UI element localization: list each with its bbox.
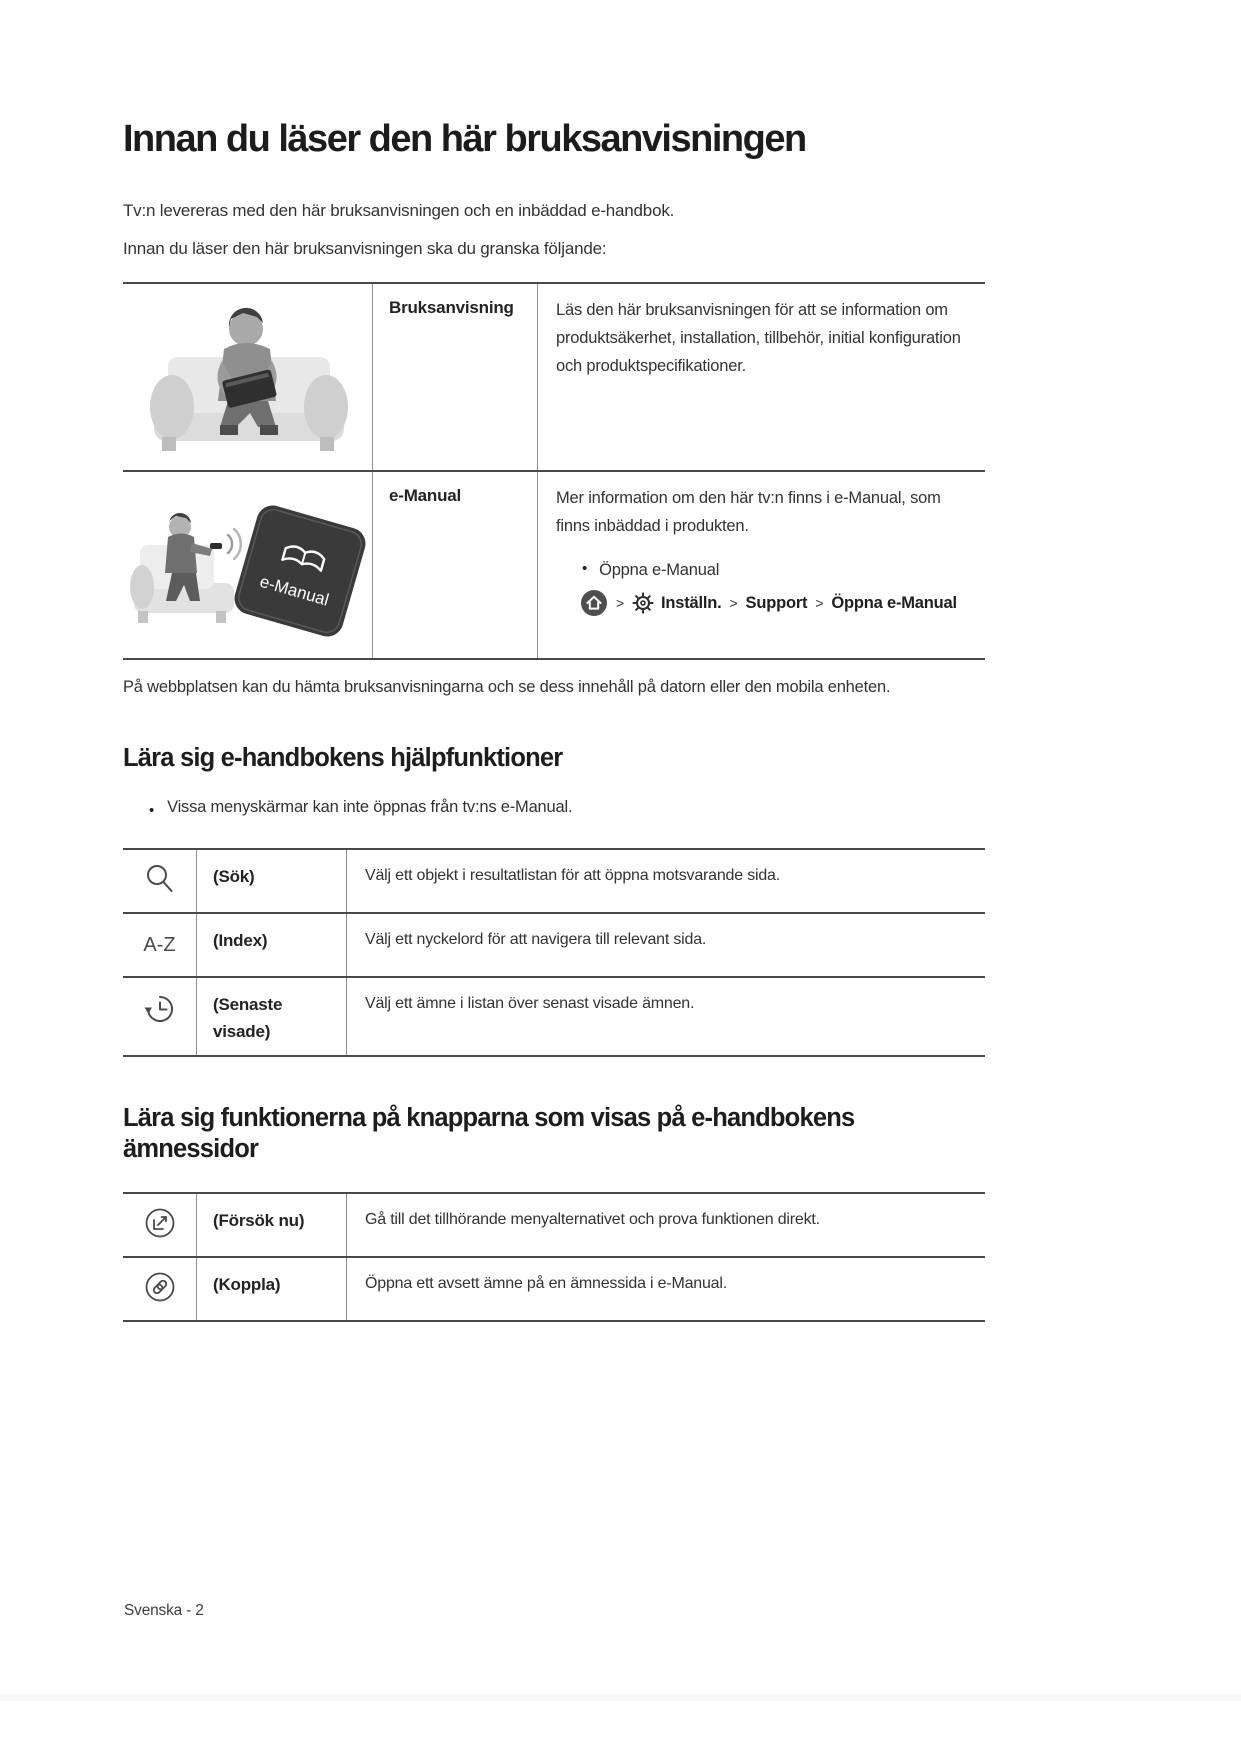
try-now-icon [123,1194,196,1256]
tv-emanual-illustration-svg [128,479,368,651]
table-row-sok [123,848,985,912]
row-label: Bruksanvisning [372,284,537,470]
intro-line-2: Innan du läser den här bruksanvisningen ska du granska följande: [123,239,607,259]
bullet-dot: • [149,802,155,820]
help-section-bullet-text: Vissa menyskärmar kan inte öppnas från tv:ns e-Manual. [167,798,573,817]
table-row-forsok-nu [123,1192,985,1256]
path-separator: > [815,594,824,611]
help-section-bullet [149,798,985,824]
az-index-icon-text: A-Z [143,933,176,956]
table-row-index [123,912,985,976]
page-title: Innan du läser den här bruksanvisningen [123,118,806,160]
row-label: (Senaste visade) [196,978,346,1055]
row-description [537,284,985,470]
row-label: (Index) [196,914,346,976]
emanual-screen-label: e-Manual [257,571,331,610]
row-description: Välj ett objekt i resultatlistan för att öppna motsvarande sida. [346,850,985,912]
row-description: Välj ett nyckelord för att navigera till relevant sida. [346,914,985,976]
open-emanual-bullet-label: Öppna e-Manual [599,561,720,580]
path-separator: > [616,594,624,611]
home-icon [580,589,608,617]
website-note: På webbplatsen kan du hämta bruksanvisningarna och se dess innehåll på datorn eller den mobila enheten. [123,677,891,696]
history-icon [123,978,196,1055]
page-footer: Svenska - 2 [124,1602,204,1619]
row-description: Öppna ett avsett ämne på en ämnessida i e-Manual. [346,1258,985,1320]
page-bottom-band [0,1694,1241,1701]
row-label: e-Manual [372,472,537,658]
table-row-e-manual [123,470,985,658]
buttons-section-heading: Lära sig funktionerna på knapparna som visas på e-handbokens ämnessidor [123,1104,855,1163]
row-label: (Koppla) [196,1258,346,1320]
open-emanual-bullet [582,556,971,584]
bullet-dot: • [582,560,588,578]
az-index-icon [123,914,196,976]
person-reading-illustration-svg [128,291,368,463]
table-row-senaste-visade [123,976,985,1055]
gear-icon [632,592,654,614]
row-description-text: Läs den här bruksanvisningen för att se information om produktsäkerhet, installation, tillbehör, initial konfiguration och produktspecifikationer. [556,300,961,376]
person-reading-illustration [123,284,372,470]
row-label: (Sök) [196,850,346,912]
path-step-support: Support [745,593,808,612]
help-functions-table [123,848,985,1057]
help-section-heading: Lära sig e-handbokens hjälpfunktioner [123,743,563,772]
topic-buttons-table [123,1192,985,1322]
row-label: (Försök nu) [196,1194,346,1256]
link-icon [123,1258,196,1320]
path-separator: > [729,594,738,611]
row-description: Gå till det tillhörande menyalternativet och prova funktionen direkt. [346,1194,985,1256]
menu-path [580,589,971,617]
row-description: Välj ett ämne i listan över senast visade ämnen. [346,978,985,1055]
row-description-text: Mer information om den här tv:n finns i e-Manual, som finns inbäddad i produkten. [556,488,941,536]
intro-line-1: Tv:n levereras med den här bruksanvisningen och en inbäddad e-handbok. [123,200,675,220]
path-step-settings: Inställn. [660,593,722,612]
table-row-bruksanvisning [123,282,985,470]
page-content [123,0,985,1322]
table-row-koppla [123,1256,985,1320]
tv-emanual-illustration [123,472,372,658]
manual-overview-table [123,282,985,660]
path-step-open-emanual: Öppna e-Manual [831,593,957,612]
row-description [537,472,985,658]
search-icon [123,850,196,912]
